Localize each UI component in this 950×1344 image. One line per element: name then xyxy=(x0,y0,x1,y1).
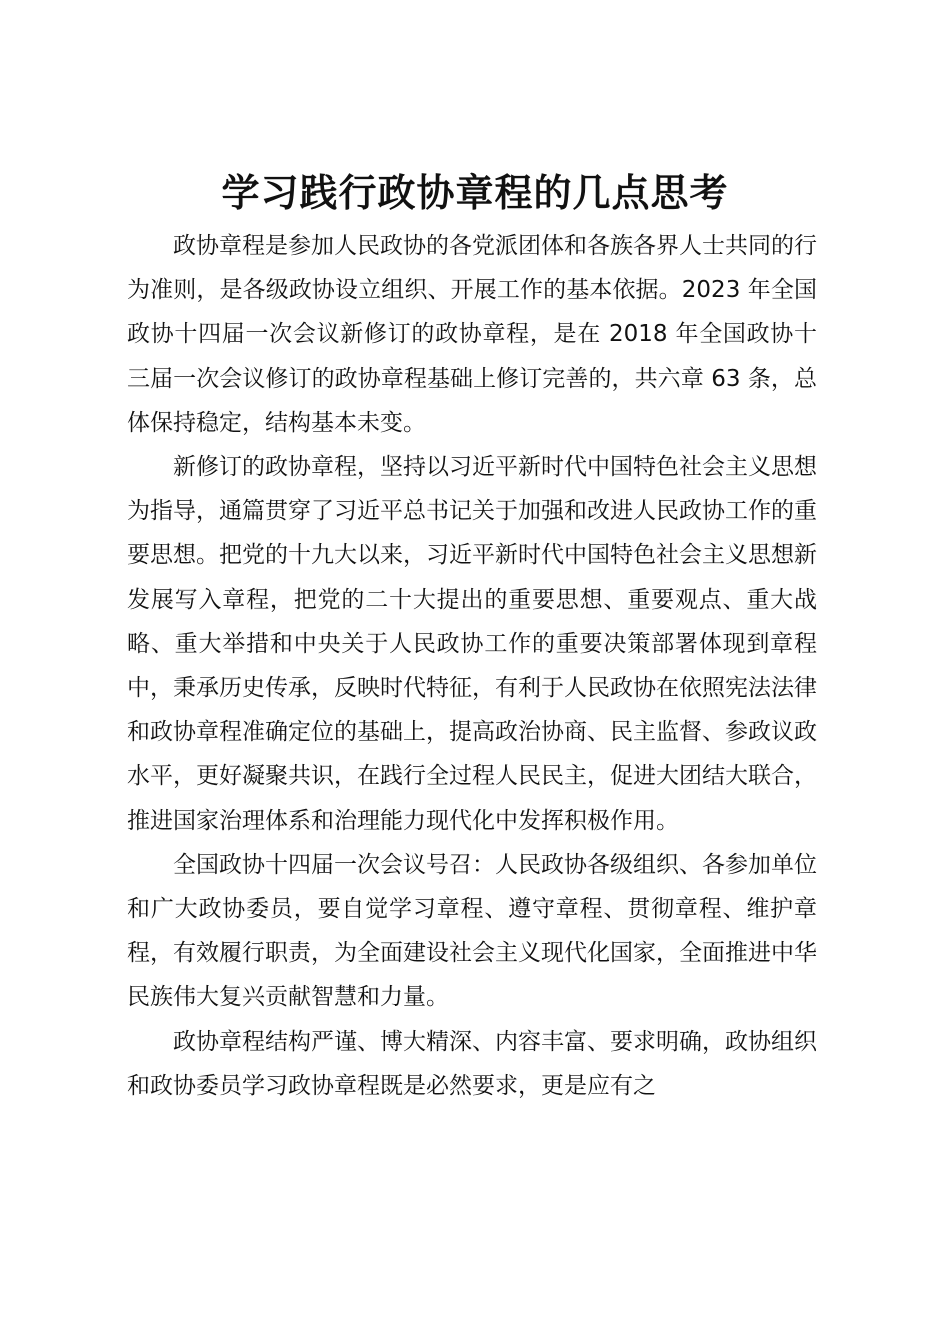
paragraph-1: 政协章程是参加人民政协的各党派团体和各族各界人士共同的行为准则，是各级政协设立组织、开展工作的基本依据。2023 年全国政协十四届一次会议新修订的政协章程，是在 2018 年全国政协十三届一次会议修订的政协章程基础上修订完善的，共六章 63 条，总体保持稳定，结构基本未变。 xyxy=(127,233,817,436)
paragraph-3: 全国政协十四届一次会议号召：人民政协各级组织、各参加单位和广大政协委员，要自觉学习章程、遵守章程、贯彻章程、维护章程，有效履行职责，为全面建设社会主义现代化国家，全面推进中华民族伟大复兴贡献智慧和力量。 xyxy=(127,851,817,1011)
paragraph-4: 政协章程结构严谨、博大精深、内容丰富、要求明确，政协组织和政协委员学习政协章程既是必然要求，更是应有之 xyxy=(127,1028,817,1099)
document-title: 学习践行政协章程的几点思考 xyxy=(221,171,729,215)
paragraph-2: 新修订的政协章程，坚持以习近平新时代中国特色社会主义思想为指导，通篇贯穿了习近平总书记关于加强和改进人民政协工作的重要思想。把党的十九大以来，习近平新时代中国特色社会主义思想新发展写入章程，把党的二十大提出的重要思想、重要观点、重大战略、重大举措和中央关于人民政协工作的重要决策部署体现到章程中，秉承历史传承，反映时代特征，有利于人民政协在依照宪法法律和政协章程准确定位的基础上，提高政治协商、民主监督、参政议政水平，更好凝聚共识，在践行全过程人民民主，促进大团结大联合，推进国家治理体系和治理能力现代化中发挥积极作用。 xyxy=(127,454,817,834)
document-body xyxy=(127,224,817,1108)
